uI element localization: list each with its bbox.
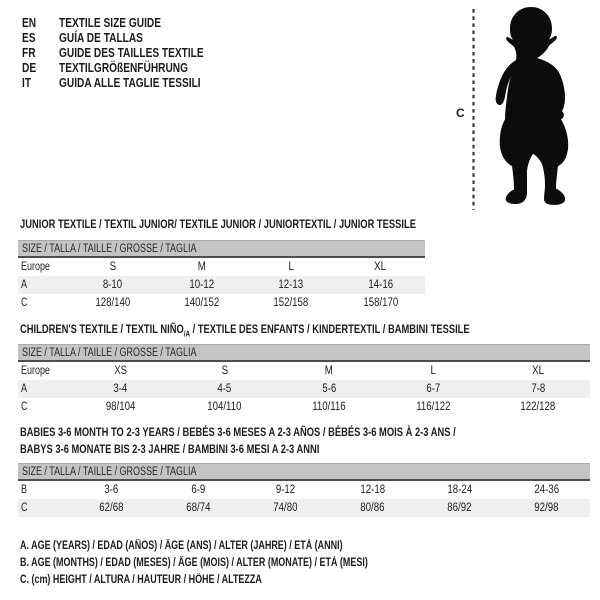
cell: 14-16 [368, 279, 393, 291]
language-code: IT [22, 75, 32, 90]
language-label: TEXTILE SIZE GUIDE [59, 15, 161, 30]
language-label: GUIDE DES TAILLES TEXTILE [59, 45, 204, 60]
baby-silhouette-icon [496, 7, 569, 205]
baby-silhouette-figure [450, 6, 575, 212]
junior-table-title: JUNIOR TEXTILE / TEXTIL JUNIOR/ TEXTILE JUNIOR / JUNIORTEXTIL / JUNIOR TESSILE [20, 217, 416, 231]
cell: M [324, 365, 334, 377]
table-row-europe [18, 258, 425, 276]
cell: 80/86 [360, 502, 385, 514]
cell: 152/158 [273, 297, 309, 309]
cell: S [221, 365, 228, 377]
cell: 7-8 [530, 383, 545, 395]
legend-line-c: C. (cm) HEIGHT / ALTURA / HAUTEUR / HÖHE / ALTEZZA [20, 573, 262, 586]
language-code: ES [22, 30, 36, 45]
table-row-height [18, 499, 590, 517]
row-label: C [21, 297, 28, 309]
cell: XL [531, 365, 544, 377]
legend-line-a: A. AGE (YEARS) / EDAD (AÑOS) / ÂGE (ANS) / ALTER (JAHRE) / ETÀ (ANNI) [20, 539, 343, 552]
cell: S [109, 261, 116, 273]
cell: 12-13 [278, 279, 304, 291]
cell: 122/128 [520, 401, 556, 413]
cell: 9-12 [275, 484, 296, 496]
size-header-bar: SIZE / TALLA / TAILLE / GRÖSSE / TAGLIA [18, 344, 590, 362]
row-label: A [21, 279, 27, 291]
cell: 140/152 [184, 297, 220, 309]
language-code: FR [22, 45, 36, 60]
language-label: GUIDA ALLE TAGLIE TESSILI [59, 75, 201, 90]
language-code: DE [22, 60, 37, 75]
row-label: A [21, 383, 27, 395]
cell: 74/80 [273, 502, 298, 514]
babies-table-title: BABIES 3-6 MONTH TO 2-3 YEARS / BEBÉS 3-6 MESES A 2-3 AÑOS / BÉBÉS 3-6 MOIS À 2-3 ANS / BABYS 3-6 MONATE BIS 2-3 JAHRE / BAMBINI 3-6 MESI A 2-3 ANNI [20, 425, 456, 456]
row-label: C [21, 502, 28, 514]
babies-size-table [18, 463, 590, 517]
cell: 10-12 [189, 279, 215, 291]
cell: 110/116 [312, 401, 346, 413]
cell: 116/122 [416, 401, 451, 413]
language-label: TEXTILGRÖßENFÜHRUNG [59, 60, 189, 75]
cell: 98/104 [105, 401, 135, 413]
cell: 62/68 [99, 502, 124, 514]
cell: 3-6 [104, 484, 119, 496]
table-row-height [18, 294, 425, 312]
language-row-en [22, 15, 244, 30]
cell: XL [374, 261, 387, 273]
cell: 4-5 [217, 383, 232, 395]
language-label: GUÍA DE TALLAS [59, 30, 143, 45]
cell: 86/92 [447, 502, 472, 514]
row-label: B [21, 484, 27, 496]
size-header-bar: SIZE / TALLA / TAILLE / GRÖSSE / TAGLIA [18, 240, 425, 258]
cell: L [430, 365, 437, 377]
children-size-table [18, 344, 590, 416]
language-row-it [22, 75, 244, 90]
cell: L [288, 261, 294, 273]
junior-size-table [18, 240, 425, 312]
cell: M [197, 261, 206, 273]
cell: 3-4 [113, 383, 128, 395]
row-label: Europe [21, 365, 50, 377]
cell: 104/110 [207, 401, 242, 413]
cell: 92/98 [534, 502, 559, 514]
table-row-europe [18, 362, 590, 380]
measure-legend [20, 537, 466, 588]
language-code: EN [22, 15, 37, 30]
table-row-age-months [18, 481, 590, 499]
cell: 128/140 [95, 297, 131, 309]
cell: 18-24 [447, 484, 472, 496]
row-label: C [21, 401, 28, 413]
children-table-title: CHILDREN'S TEXTILE / TEXTIL $NIÑO_{/A}$ / TEXTILE DES ENFANTS / KINDERTEXTIL / BAMBINI TESSILE [20, 322, 470, 339]
language-row-es [22, 30, 244, 45]
cell: 5-6 [322, 383, 336, 395]
cell: 8-10 [102, 279, 123, 291]
legend-line-b: B. AGE (MONTHS) / EDAD (MESES) / ÂGE (MOIS) / ALTER (MONATE) / ETÀ (MESI) [20, 556, 368, 569]
size-header-bar: SIZE / TALLA / TAILLE / GRÖSSE / TAGLIA [18, 463, 590, 481]
cell: 6-9 [191, 484, 206, 496]
table-row-age [18, 276, 425, 294]
row-label: Europe [21, 261, 50, 273]
height-measure-label: C [456, 106, 465, 120]
table-row-height [18, 398, 590, 416]
language-row-de [22, 60, 244, 75]
cell: XS [113, 365, 127, 377]
language-row-fr [22, 45, 244, 60]
cell: 24-36 [534, 484, 559, 496]
language-list [22, 15, 244, 90]
cell: 12-18 [360, 484, 385, 496]
cell: 158/170 [362, 297, 398, 309]
table-row-age [18, 380, 590, 398]
cell: 6-7 [426, 383, 441, 395]
cell: 68/74 [186, 502, 211, 514]
